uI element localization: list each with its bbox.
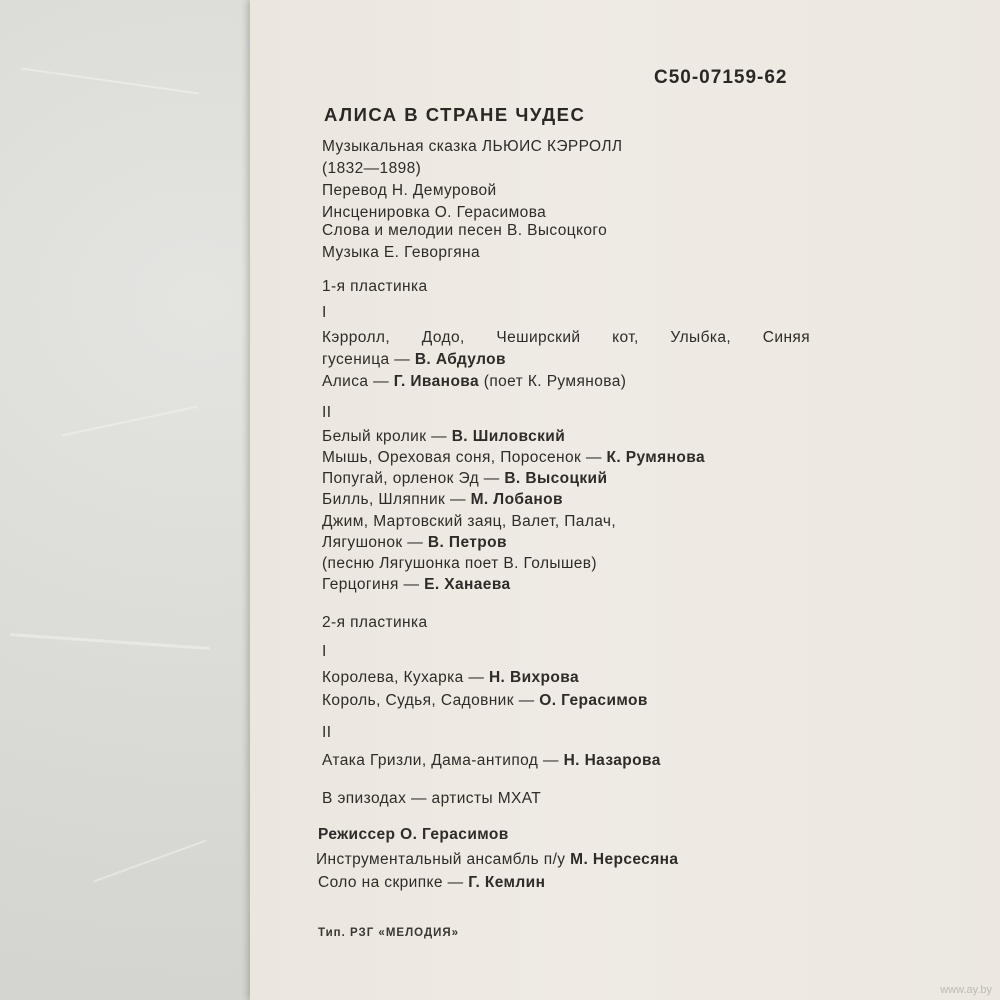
disc-2-side-2-label: II <box>322 724 332 741</box>
cast-line: Кэрролл, Додо, Чеширский кот, Улыбка, Синяя <box>322 329 810 346</box>
credit-line: Музыка Е. Геворгяна <box>322 244 481 261</box>
cast-line: Билль, Шляпник — М. Лобанов <box>322 491 563 508</box>
disc-1-side-1-label: I <box>322 304 327 321</box>
watermark: www.ay.by <box>940 984 992 996</box>
cast-line: Король, Судья, Садовник — О. Герасимов <box>322 692 648 709</box>
cast-line: Мышь, Ореховая соня, Поросенок — К. Румянова <box>322 449 705 466</box>
album-title: АЛИСА В СТРАНЕ ЧУДЕС <box>324 104 586 125</box>
credit-line: Инсценировка О. Герасимова <box>322 204 547 221</box>
cast-line: Королева, Кухарка — Н. Вихрова <box>322 669 579 686</box>
catalog-number: С50-07159-62 <box>654 67 788 88</box>
printer-footer: Тип. РЗГ «МЕЛОДИЯ» <box>318 927 460 939</box>
credit-line: (1832—1898) <box>322 160 422 177</box>
credit-line: Перевод Н. Демуровой <box>322 182 497 199</box>
cast-line: гусеница — В. Абдулов <box>322 351 506 368</box>
cast-line: Лягушонок — В. Петров <box>322 534 507 551</box>
cast-line: Герцогиня — Е. Ханаева <box>322 576 511 593</box>
cast-line: Попугай, орленок Эд — В. Высоцкий <box>322 470 608 487</box>
cast-line: Джим, Мартовский заяц, Валет, Палач, <box>322 513 617 530</box>
credit-line: Музыкальная сказка ЛЬЮИС КЭРРОЛЛ <box>322 138 623 155</box>
disc-1-side-2-label: II <box>322 404 332 421</box>
ensemble-line: Инструментальный ансамбль п/у М. Нерсесяна <box>316 851 679 868</box>
cast-line: Алиса — Г. Иванова (поет К. Румянова) <box>322 373 627 390</box>
cast-note: (песню Лягушонка поет В. Голышев) <box>322 555 597 572</box>
episodes-line: В эпизодах — артисты МХАТ <box>322 790 542 807</box>
violin-line: Соло на скрипке — Г. Кемлин <box>318 874 546 891</box>
disc-1-label: 1-я пластинка <box>322 278 428 295</box>
cast-line: Атака Гризли, Дама-антипод — Н. Назарова <box>322 752 661 769</box>
disc-2-label: 2-я пластинка <box>322 614 428 631</box>
disc-2-side-1-label: I <box>322 643 327 660</box>
cast-line: Белый кролик — В. Шиловский <box>322 428 566 445</box>
director-line: Режиссер О. Герасимов <box>318 826 509 843</box>
credit-line: Слова и мелодии песен В. Высоцкого <box>322 222 608 239</box>
